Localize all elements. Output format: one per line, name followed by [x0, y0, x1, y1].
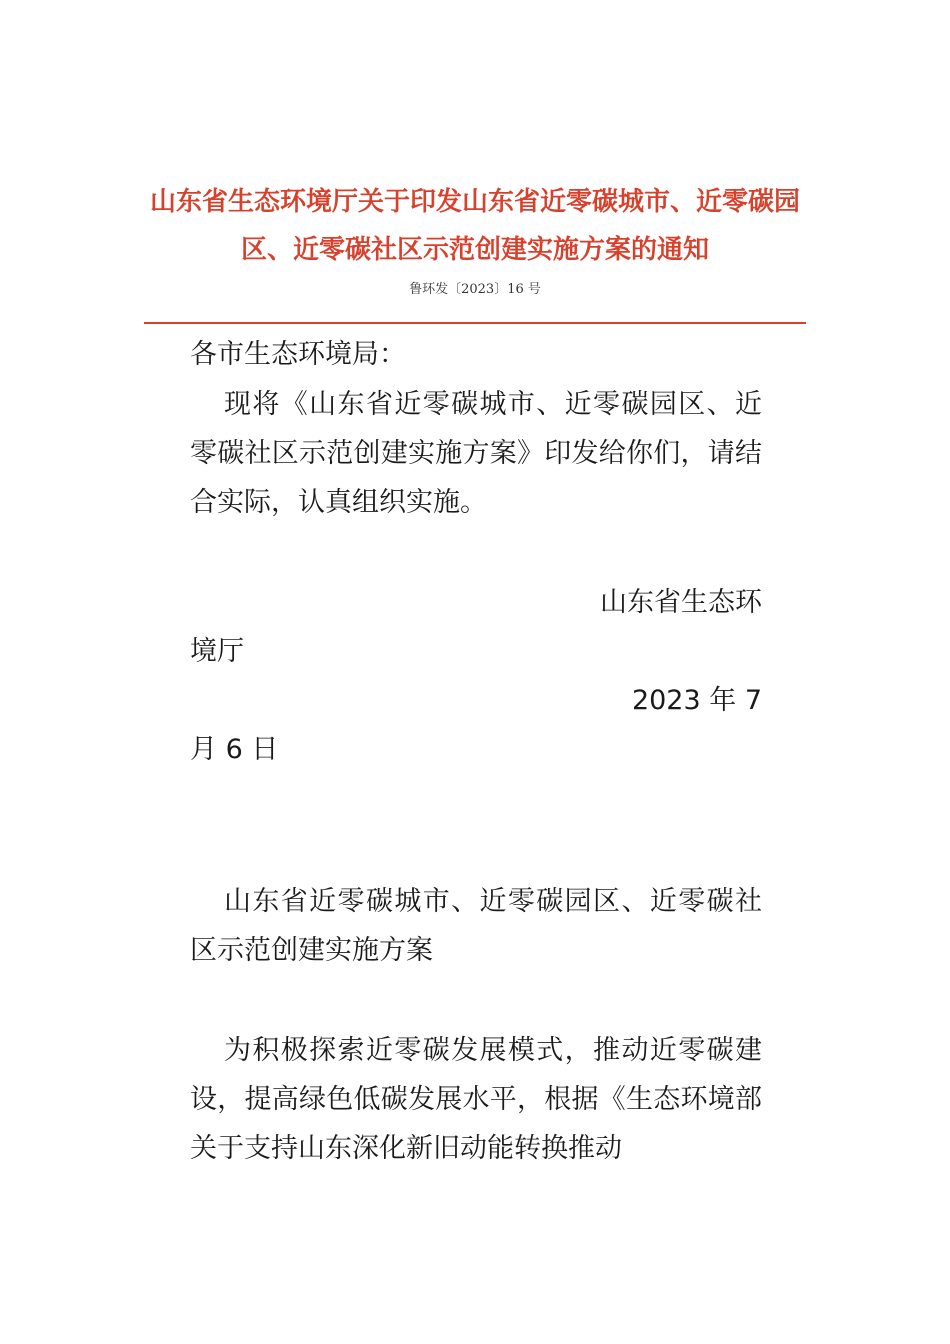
notice-paragraph: 现将《山东省近零碳城市、近零碳园区、近零碳社区示范创建实施方案》印发给你们，请结合实际，认真组织实施。 [190, 389, 762, 518]
salutation: 各市生态环境局： [190, 339, 406, 370]
plan-intro-paragraph: 为积极探索近零碳发展模式，推动近零碳建设，提高绿色低碳发展水平，根据《生态环境部关于支持山东深化新旧动能转换推动 [190, 1035, 762, 1164]
red-header-divider [144, 322, 806, 324]
notice-title-line-1: 山东省生态环境厅关于印发山东省近零碳城市、近零碳园 [149, 187, 800, 217]
issuer-line-1: 山东省生态环 [600, 587, 762, 618]
notice-title-line-2: 区、近零碳社区示范创建实施方案的通知 [240, 235, 709, 265]
plan-title: 山东省近零碳城市、近零碳园区、近零碳社区示范创建实施方案 [190, 886, 762, 966]
date-line-1: 2023 年 7 [631, 685, 762, 716]
issuer-line-2: 境厅 [190, 636, 244, 667]
document-number: 鲁环发〔2023〕16 号 [409, 282, 541, 297]
date-line-2: 月 6 日 [190, 734, 279, 765]
